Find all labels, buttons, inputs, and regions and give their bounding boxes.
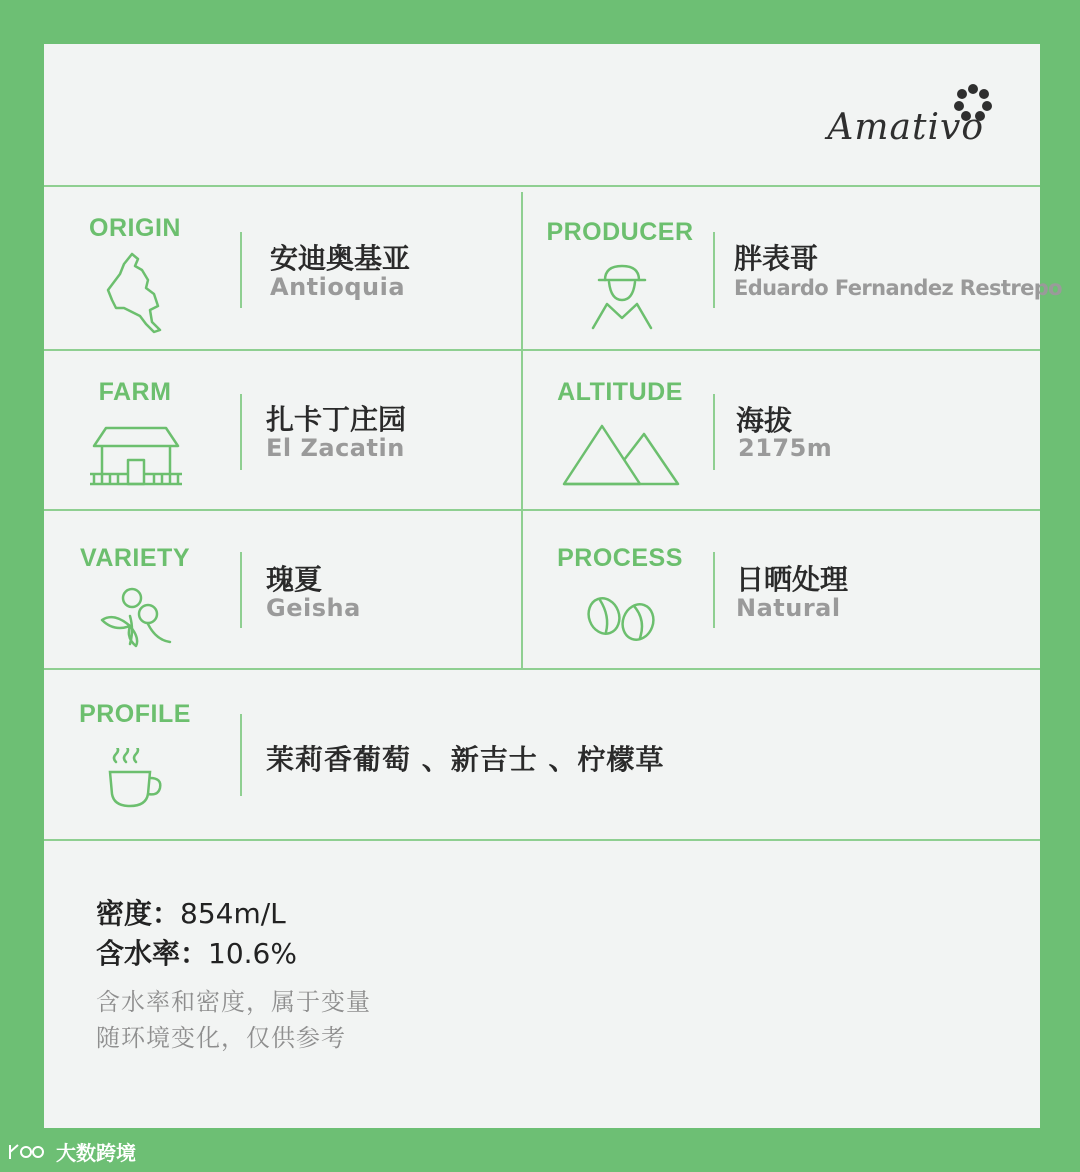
farm-value-en: El Zacatin [266,434,405,462]
grid-line [44,839,1040,841]
coffee-cherry-icon [100,586,172,648]
note-line-2: 随环境变化，仅供参考 [96,1024,346,1052]
grid-line [44,509,1040,511]
altitude-label: ALTITUDE [557,378,683,406]
coffee-bean-icon [584,596,658,642]
variety-value-zh: 瑰夏 [266,563,323,596]
moisture-value: 10.6% [208,937,297,970]
density-label: 密度： [96,897,181,930]
producer-value-en: Eduardo Fernandez Restrepo [734,276,1063,300]
process-label: PROCESS [557,544,683,572]
grid-line [44,349,1040,351]
watermark-text: 大数跨境 [56,1141,136,1165]
farm-value-zh: 扎卡丁庄园 [266,403,407,436]
profile-value-zh: 茉莉香葡萄 、新吉士 、柠檬草 [266,743,665,776]
origin-value-en: Antioquia [270,273,406,301]
cell-divider [240,714,242,796]
brand-logo-text: Amativo [827,107,984,148]
process-value-en: Natural [736,594,841,622]
mountain-icon [562,422,682,488]
info-card [44,44,1063,1128]
density-stat [96,892,286,932]
farm-label: FARM [98,378,172,406]
moisture-label: 含水率： [96,937,209,970]
origin-value-zh: 安迪奥基亚 [270,242,411,275]
cell-divider [713,394,715,470]
producer-value-zh: 胖表哥 [734,242,819,275]
cell-divider [240,232,242,308]
column-line [521,192,523,669]
watermark [8,1137,136,1166]
grid-line [44,185,1040,187]
house-icon [90,426,182,488]
brand-logo [826,80,996,150]
origin-label: ORIGIN [89,214,181,242]
process-value-zh: 日晒处理 [736,563,849,596]
variety-value-en: Geisha [266,594,361,622]
coffee-cup-icon [106,748,166,808]
moisture-stat [96,932,297,972]
producer-label: PRODUCER [546,218,694,246]
altitude-value-zh: 海拔 [736,404,793,437]
farmer-icon [589,260,655,332]
map-icon [102,250,168,334]
profile-label: PROFILE [79,700,191,728]
note-line-1: 含水率和密度，属于变量 [96,988,371,1016]
cell-divider [713,232,715,308]
watermark-logo-icon [8,1141,50,1163]
variety-label: VARIETY [80,544,190,572]
cell-divider [240,394,242,470]
cell-divider [713,552,715,628]
cell-divider [240,552,242,628]
density-value: 854m/L [180,897,286,930]
altitude-value-en: 2175m [738,434,833,462]
grid-line [44,668,1040,670]
